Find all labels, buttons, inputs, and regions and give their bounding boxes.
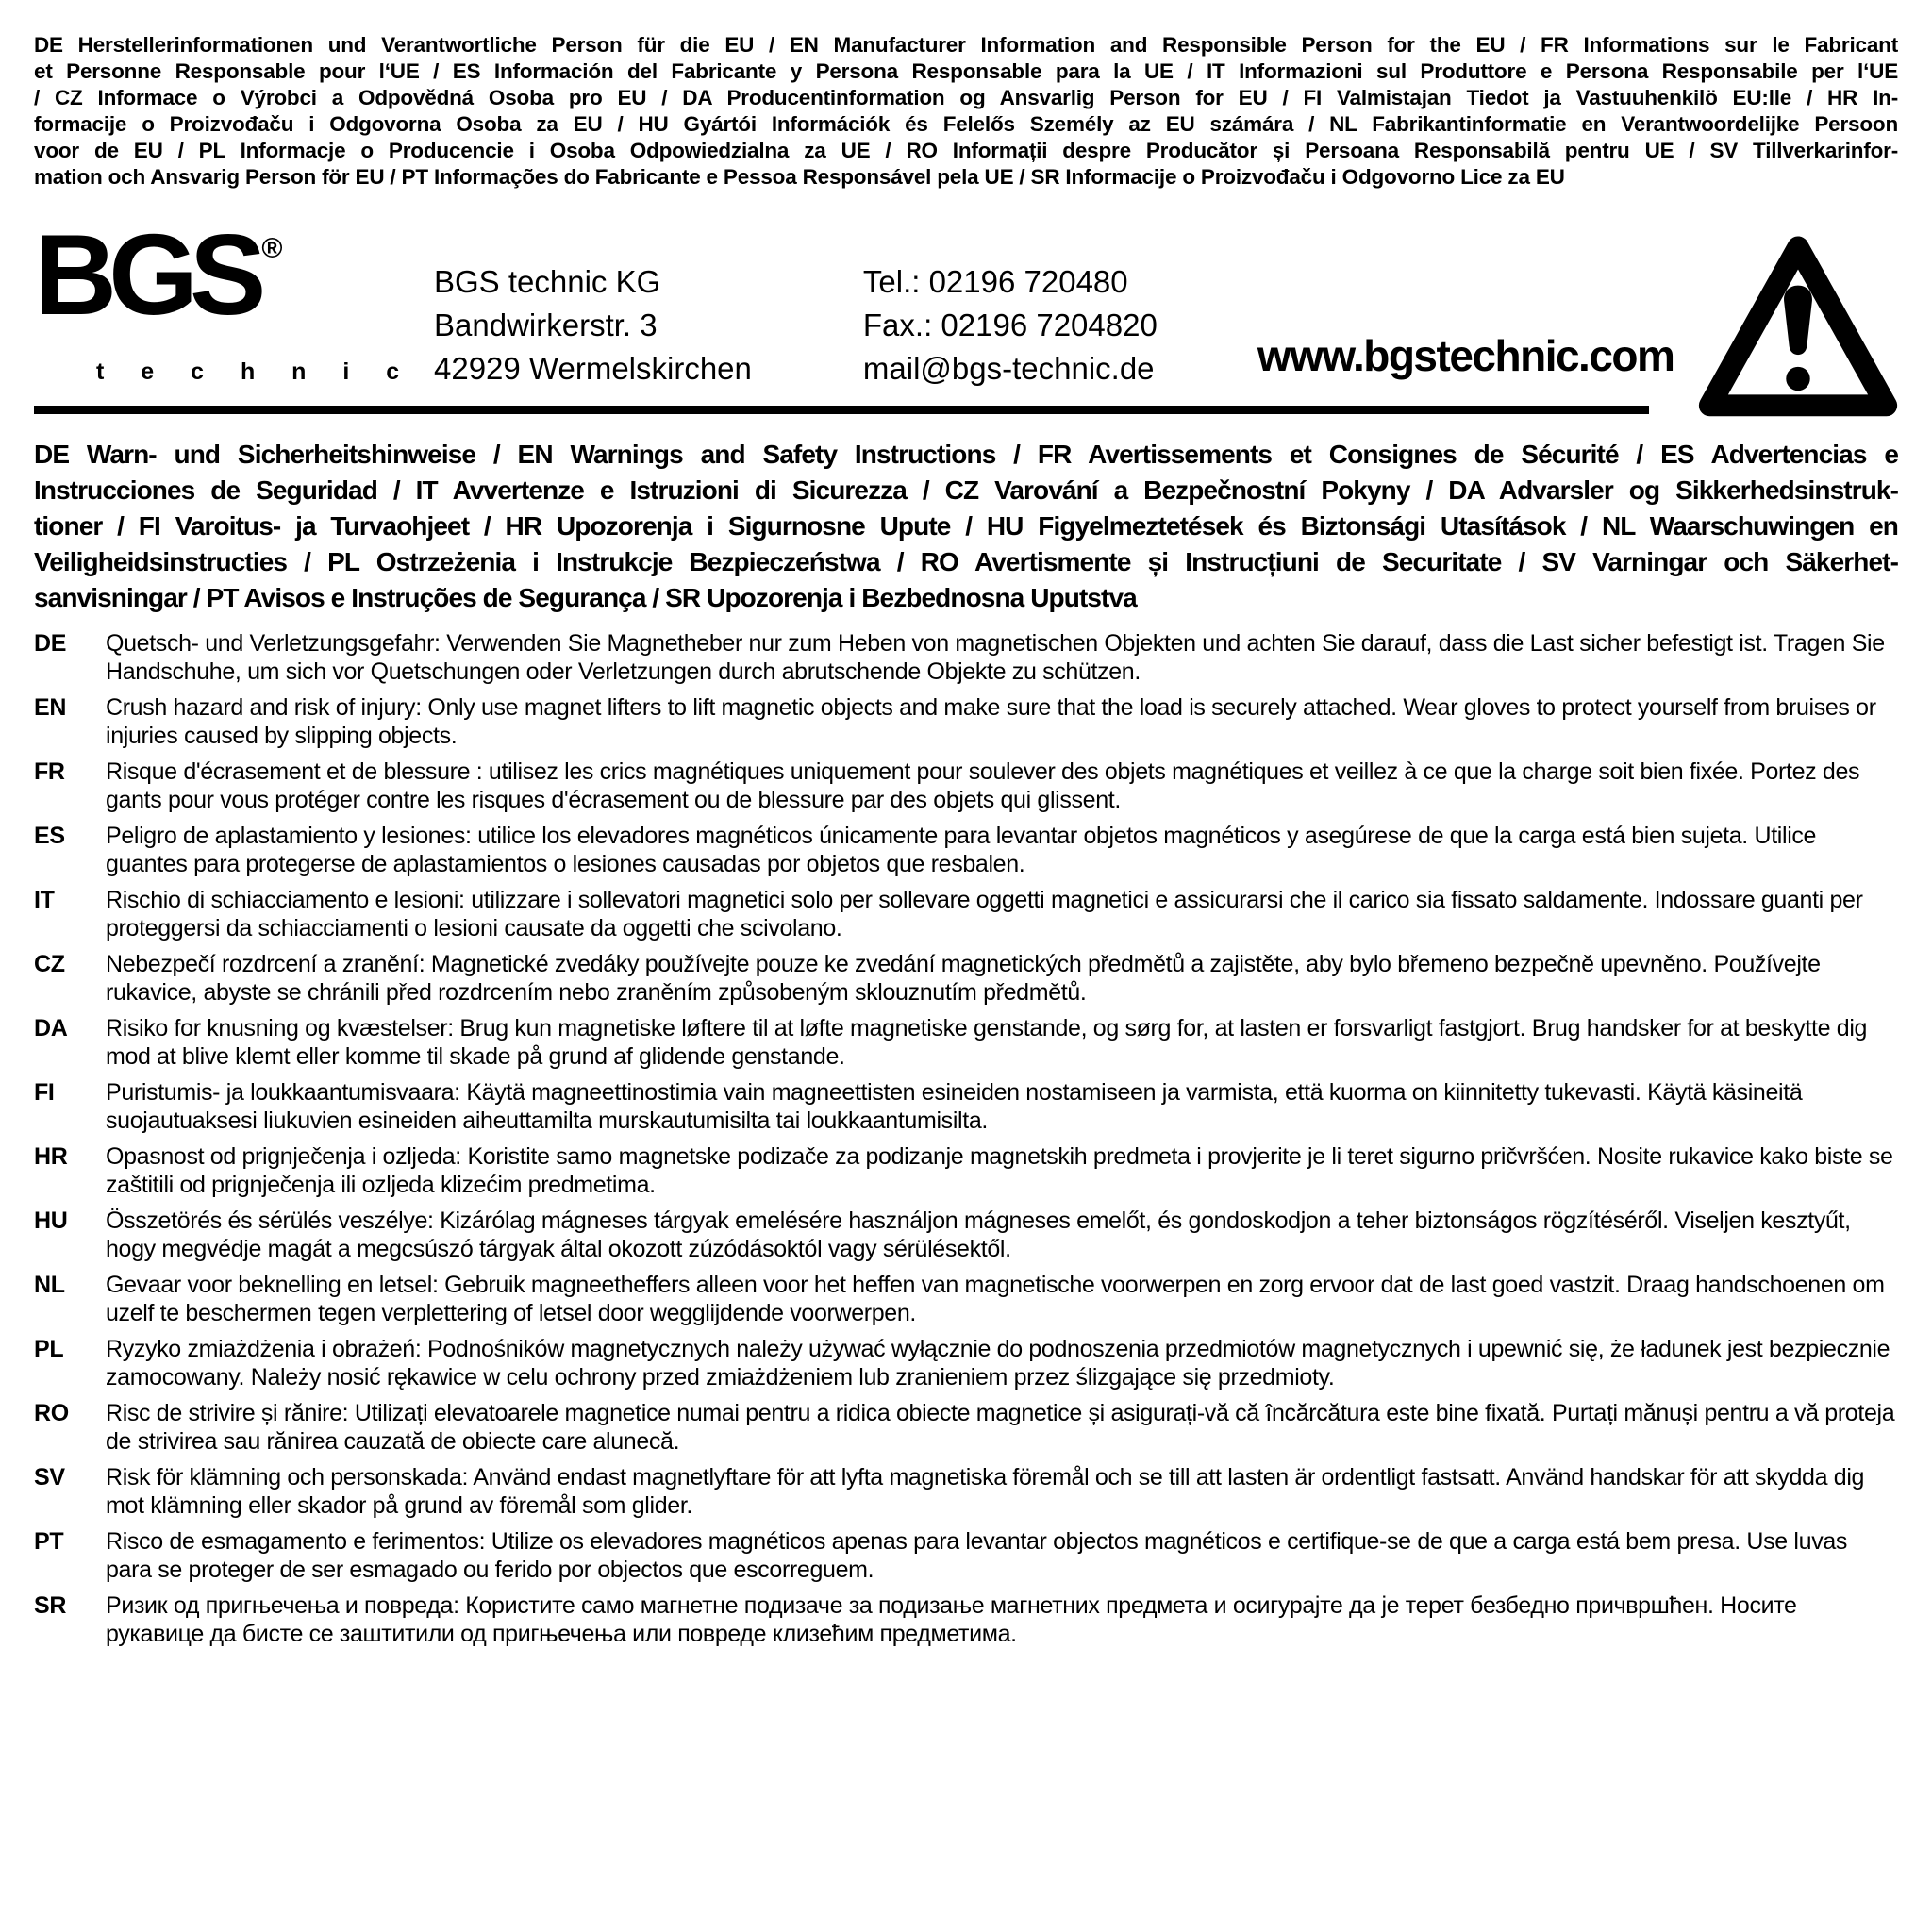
- header-line-4: formacije o Proizvođaču i Odgovorna Osoba za EU / HU Gyártói Információk és Felelős Személy az EU számára / NL Fabrikantinformatie en Verantwoordelijke Persoon: [34, 112, 1898, 136]
- warnings-header: [34, 437, 1898, 616]
- warning-text: Crush hazard and risk of injury: Only use magnet lifters to lift magnetic objects and make sure that the load is securely attached. Wear gloves to protect yourself from bruises or injuries caused by slipping objects.: [106, 694, 1876, 749]
- header-line-1: DE Herstellerinformationen und Verantwortliche Person für die EU / EN Manufacturer Information and Responsible Person for the EU / FR Informations sur le Fabricant: [34, 33, 1898, 57]
- bgs-logo-text: BGS: [34, 210, 258, 339]
- language-code: HU: [34, 1208, 68, 1234]
- warning-item-pl: [34, 1335, 1898, 1391]
- company-city: 42929 Wermelskirchen: [434, 351, 752, 386]
- warning-item-sv: [34, 1463, 1898, 1520]
- warning-item-ro: [34, 1399, 1898, 1456]
- warning-item-fr: [34, 758, 1898, 814]
- language-code: EN: [34, 694, 67, 721]
- warning-item-cz: [34, 950, 1898, 1007]
- company-phone: Tel.: 02196 720480: [862, 264, 1128, 299]
- divider-rule: [34, 406, 1649, 414]
- warnings-header-line-4: Veiligheidsinstructies / PL Ostrzeżenia i Instrukcje Bezpieczeństwa / RO Avertismente și Instrucțiuni de Securitate / SV Varningar och Säkerhet-: [34, 547, 1898, 576]
- warning-text: Risque d'écrasement et de blessure : utilisez les crics magnétiques uniquement pour soulever des objets magnétiques et veillez à ce que la charge soit bien fixée. Portez des gants pour vous protéger contre les risques d'écrasement ou de blessure par des objets qui glissent.: [106, 758, 1860, 813]
- warning-item-nl: [34, 1271, 1898, 1327]
- warning-text: Risc de strivire și rănire: Utilizați elevatoarele magnetice numai pentru a ridica obiecte magnetice și asigurați-vă că încărcătura este bine fixată. Purtați mănuși pentru a vă proteja de strivirea sau rănirea cauzată de obiecte care alunecă.: [106, 1400, 1895, 1455]
- company-street: Bandwirkerstr. 3: [434, 308, 658, 342]
- warning-item-es: [34, 822, 1898, 878]
- company-name: BGS technic KG: [434, 264, 661, 299]
- warning-text: Nebezpečí rozdrcení a zranění: Magnetické zvedáky používejte pouze ke zvedání magnetických předmětů a zajistěte, aby bylo břemeno bezpečně upevněno. Používejte rukavice, abyste se chránili před rozdrcením nebo zraněním způsobeným sklouznutím předmětů.: [106, 951, 1821, 1006]
- language-code: FI: [34, 1079, 55, 1106]
- warning-text: Gevaar voor beknelling en letsel: Gebruik magneetheffers alleen voor het heffen van magnetische voorwerpen en zorg ervoor dat de last goed vastzit. Draag handschoenen om uzelf te beschermen tegen verplettering of letsel door wegglijdende voorwerpen.: [106, 1272, 1885, 1326]
- warning-item-da: [34, 1014, 1898, 1071]
- warning-text: Risk för klämning och personskada: Använd endast magnetlyftare för att lyfta magnetiska föremål och se till att lasten är ordentligt fastsatt. Använd handskar för att skydda dig mot klämning eller skador på grund av föremål som glider.: [106, 1464, 1865, 1519]
- warning-text: Összetörés és sérülés veszélye: Kizárólag mágneses tárgyak emelésére használjon mágneses emelőt, és gondoskodjon a teher biztonságos rögzítéséről. Viseljen kesztyűt, hogy megvédje magát a megcsúszó tárgyak által okozott zúzódásoktól vagy sérülésektől.: [106, 1208, 1851, 1262]
- language-code: FR: [34, 758, 65, 785]
- brand-row: [34, 210, 1898, 391]
- company-website: www.bgstechnic.com: [1257, 331, 1674, 380]
- warning-text: Risiko for knusning og kvæstelser: Brug kun magnetiske løftere til at løfte magnetiske genstande, og sørg for, at lasten er forsvarligt fastgjort. Brug handsker for at beskytte dig mod at blive klemt eller komme til skade på grund af glidende genstande.: [106, 1015, 1868, 1070]
- header-line-6: mation och Ansvarig Person för EU / PT Informações do Fabricante e Pessoa Responsável pela UE / SR Informacije o Proizvođaču i Odgovorno Lice za EU: [34, 165, 1565, 189]
- bgs-logo-wordmark: [34, 210, 317, 362]
- warning-text: Rischio di schiacciamento e lesioni: utilizzare i sollevatori magnetici solo per sollevare oggetti magnetici e assicurarsi che il carico sia fissato saldamente. Indossare guanti per proteggersi da schiacciamenti o lesioni causate da oggetti che scivolano.: [106, 887, 1863, 941]
- warning-text: Quetsch- und Verletzungsgefahr: Verwenden Sie Magnetheber nur zum Heben von magnetischen Objekten und achten Sie darauf, dass die Last sicher befestigt ist. Tragen Sie Handschuhe, um sich vor Quetschungen oder Verletzungen durch abrutschende Objekte zu schützen.: [106, 630, 1885, 685]
- bgs-logo: [34, 210, 415, 386]
- warnings-header-line-2: Instrucciones de Seguridad / IT Avvertenze e Istruzioni di Sicurezza / CZ Varování a Bezpečnostní Pokyny / DA Advarsler og Sikkerhedsinstruk-: [34, 475, 1898, 505]
- warning-triangle-icon: [1698, 223, 1898, 424]
- manufacturer-info-header: [34, 32, 1898, 191]
- language-code: DE: [34, 630, 67, 657]
- warning-text: Peligro de aplastamiento y lesiones: utilice los elevadores magnéticos únicamente para levantar objetos magnéticos y asegúrese de que la carga está bien sujeta. Utilice guantes para protegerse de aplastamientos o lesiones causadas por objetos que resbalen.: [106, 823, 1817, 877]
- warnings-header-line-1: DE Warn- und Sicherheitshinweise / EN Warnings and Safety Instructions / FR Avertissements et Consignes de Sécurité / ES Advertencias e: [34, 440, 1898, 469]
- warning-item-en: [34, 693, 1898, 750]
- language-code: PL: [34, 1336, 64, 1362]
- language-code: DA: [34, 1015, 68, 1041]
- language-code: HR: [34, 1143, 68, 1170]
- warnings-header-line-3: tioner / FI Varoitus- ja Turvaohjeet / HR Upozorenja i Sigurnosne Upute / HU Figyelmeztetések és Biztonsági Utasítások / NL Waarschuwingen en: [34, 511, 1898, 541]
- language-code: IT: [34, 887, 55, 913]
- bgs-logo-subtext: t e c h n i c: [96, 358, 415, 385]
- warning-item-de: [34, 629, 1898, 686]
- warning-text: Ризик од пригњечења и повреда: Користите само магнетне подизаче за подизање магнетних предмета и осигурајте да је терет безбедно причвршћен. Носите рукавице да бисте се заштитили од пригњечења или повреде клизећим предметима.: [106, 1592, 1797, 1647]
- warning-item-pt: [34, 1527, 1898, 1584]
- language-code: CZ: [34, 951, 65, 977]
- language-code: NL: [34, 1272, 65, 1298]
- warnings-header-line-5: sanvisningar / PT Avisos e Instruções de Segurança / SR Upozorenja i Bezbednosna Uputstva: [34, 583, 1137, 612]
- warning-item-hr: [34, 1142, 1898, 1199]
- header-line-2: et Personne Responsable pour l‘UE / ES Información del Fabricante y Persona Responsable para la UE / IT Informazioni sul Produttore e Persona Responsabile per l‘UE: [34, 59, 1898, 83]
- company-contact: [863, 223, 1158, 391]
- company-email: mail@bgs-technic.de: [862, 351, 1155, 386]
- language-code: PT: [34, 1528, 64, 1555]
- warning-text: Ryzyko zmiażdżenia i obrażeń: Podnośników magnetycznych należy używać wyłącznie do podnoszenia przedmiotów magnetycznych i upewnić się, że ładunek jest bezpiecznie zamocowany. Należy nosić rękawice w celu ochrony przed zmiażdżeniem lub zranieniem przez ślizgające się przedmioty.: [106, 1336, 1890, 1391]
- language-code: ES: [34, 823, 65, 849]
- warning-item-it: [34, 886, 1898, 942]
- warning-item-hu: [34, 1207, 1898, 1263]
- company-address: [434, 223, 752, 391]
- header-line-5: voor de EU / PL Informacje o Producencie i Osoba Odpowiedzialna za UE / RO Informații despre Producător și Persoana Responsabilă pentru UE / SV Tillverkarinfor-: [34, 139, 1898, 162]
- warnings-list: [34, 629, 1898, 1648]
- language-code: RO: [34, 1400, 69, 1426]
- registered-trademark-icon: ®: [261, 233, 283, 264]
- warning-item-sr: [34, 1591, 1898, 1648]
- language-code: SV: [34, 1464, 65, 1491]
- company-fax: Fax.: 02196 7204820: [862, 308, 1158, 342]
- language-code: SR: [34, 1592, 67, 1619]
- warning-item-fi: [34, 1078, 1898, 1135]
- warning-text: Risco de esmagamento e ferimentos: Utilize os elevadores magnéticos apenas para levantar objectos magnéticos e certifique-se de que a carga está bem presa. Use luvas para se proteger de ser esmagado ou ferido por objectos que escorreguem.: [106, 1528, 1848, 1583]
- header-line-3: / CZ Informace o Výrobci a Odpovědná Osoba pro EU / DA Producentinformation og Ansvarlig Person for EU / FI Valmistajan Tiedot ja Vastuuhenkilö EU:lle / HR In-: [34, 86, 1898, 109]
- warning-text: Puristumis- ja loukkaantumisvaara: Käytä magneettinostimia vain magneettisten esineiden nostamiseen ja varmista, että kuorma on kiinnitetty tukevasti. Käytä käsineitä suojautuaksesi liukuvien esineiden aiheuttamilta murskautumisilta tai loukkaantumisilta.: [106, 1079, 1803, 1134]
- warning-text: Opasnost od prignječenja i ozljeda: Koristite samo magnetske podizače za podizanje magnetskih predmeta i provjerite je li teret sigurno pričvršćen. Nosite rukavice kako biste se zaštitili od prignječenja ili ozljeda klizećim predmetima.: [106, 1143, 1893, 1198]
